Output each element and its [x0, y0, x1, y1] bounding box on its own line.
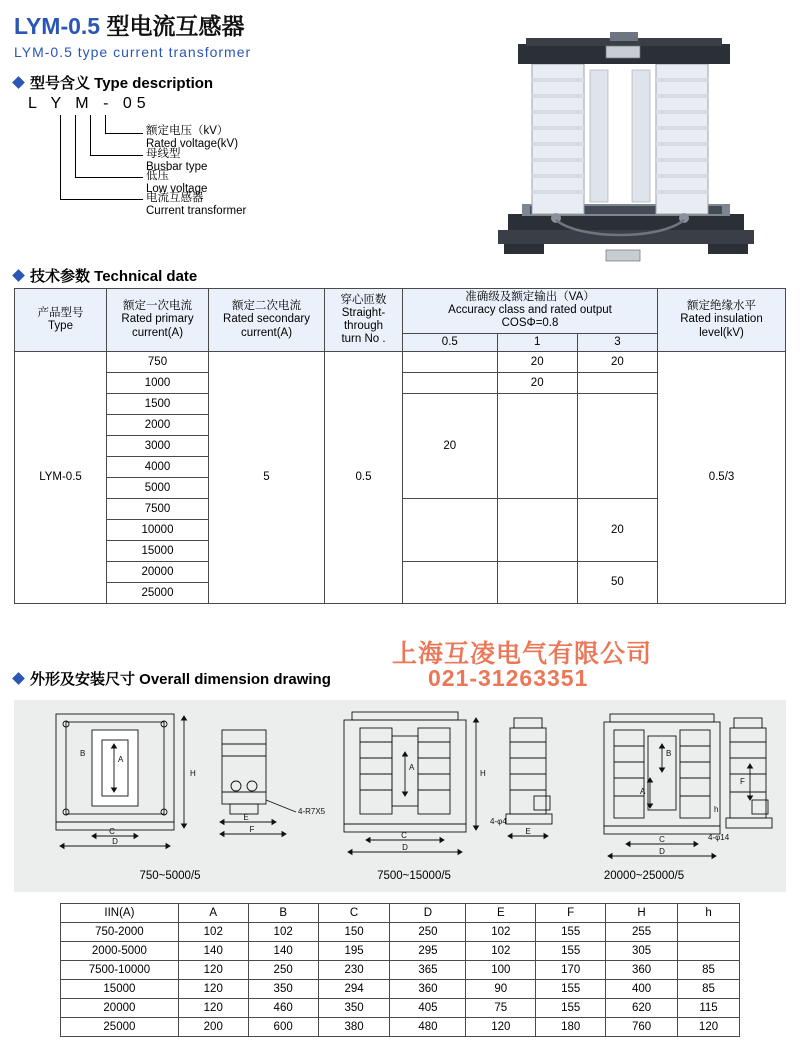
- dims-table-body: [61, 923, 740, 1037]
- cell-primary-5: 4000: [107, 456, 209, 477]
- dims-r1c6: 155: [536, 942, 606, 961]
- dims-r5c2: 600: [248, 1018, 318, 1037]
- cell-primary-7: 7500: [107, 498, 209, 519]
- dims-r2c1: 120: [178, 961, 248, 980]
- type-label-3-cn: 低压: [146, 170, 169, 182]
- svg-text:H: H: [190, 769, 196, 778]
- title-chinese: [14, 8, 251, 41]
- cell-acc1-group2: [497, 498, 577, 561]
- type-label-2-cn: 母线型: [146, 148, 181, 160]
- cell-acc1-group3: [497, 561, 577, 603]
- dims-r2c2: 250: [248, 961, 318, 980]
- cell-acc05-group: 20: [403, 393, 498, 498]
- svg-text:h: h: [714, 805, 719, 814]
- type-label-4-en: Current transformer: [146, 205, 247, 217]
- dims-r3c8: 85: [678, 980, 740, 999]
- leader-line-v2: [90, 115, 91, 155]
- dims-r3c2: 350: [248, 980, 318, 999]
- dims-header-row: [61, 904, 740, 923]
- cell-primary-8: 10000: [107, 519, 209, 540]
- dims-r5c0: 25000: [61, 1018, 179, 1037]
- table-header-row-1: [15, 289, 786, 334]
- th-insulation: 额定绝缘水平 Rated insulation level(kV): [658, 289, 786, 352]
- cell-primary-3: 2000: [107, 414, 209, 435]
- technical-parameters-table: [14, 288, 786, 604]
- dims-r5c5: 120: [466, 1018, 536, 1037]
- dims-r5c6: 180: [536, 1018, 606, 1037]
- dims-r2c0: 7500-10000: [61, 961, 179, 980]
- dims-r3c3: 294: [318, 980, 390, 999]
- table-row: [61, 1018, 740, 1037]
- svg-text:A: A: [409, 763, 415, 772]
- dims-r2c7: 360: [606, 961, 678, 980]
- cell-acc3-0: 20: [577, 351, 657, 372]
- dimension-drawings-area: [14, 700, 786, 892]
- dims-r1c0: 2000-5000: [61, 942, 179, 961]
- section-header-dimension: [14, 668, 331, 689]
- dims-r2c5: 100: [466, 961, 536, 980]
- type-code-text: L Y M - 05: [28, 95, 151, 112]
- table-row: [15, 351, 786, 372]
- dims-r3c1: 120: [178, 980, 248, 999]
- dims-r3c6: 155: [536, 980, 606, 999]
- cell-acc1-1: 20: [497, 372, 577, 393]
- type-label-4-cn: 电流互感器: [146, 192, 204, 204]
- drawing-caption-2: 7500~15000/5: [377, 870, 451, 882]
- diamond-bullet-icon: [12, 76, 25, 89]
- cell-primary-9: 15000: [107, 540, 209, 561]
- dims-r5c7: 760: [606, 1018, 678, 1037]
- cell-acc3-1: [577, 372, 657, 393]
- svg-text:F: F: [740, 777, 745, 786]
- type-label-1-en: Rated voltage(kV): [146, 138, 239, 150]
- dims-r4c4: 405: [390, 999, 466, 1018]
- th-accuracy: 准确级及额定输出（VA） Accuracy class and rated output COSΦ=0.8: [403, 289, 658, 334]
- svg-text:E: E: [525, 827, 531, 836]
- th-secondary-current: 额定二次电流 Rated secondary current(A): [209, 289, 325, 352]
- svg-text:D: D: [402, 843, 408, 852]
- note-4phi4: 4-φ4: [490, 817, 507, 826]
- dims-r5c3: 380: [318, 1018, 390, 1037]
- leader-line-v1: [105, 115, 106, 133]
- dims-r5c1: 200: [178, 1018, 248, 1037]
- cell-acc3-group: [577, 393, 657, 498]
- svg-text:C: C: [109, 827, 115, 836]
- cell-primary-4: 3000: [107, 435, 209, 456]
- type-label-3-en: Low voltage: [146, 183, 208, 195]
- table-row: [61, 923, 740, 942]
- note-4r7x5: 4-R7X5: [298, 807, 326, 816]
- cell-acc3-group2: 20: [577, 498, 657, 561]
- cell-acc05-group2: [403, 498, 498, 561]
- type-label-4: [146, 189, 246, 217]
- dims-th-8: h: [678, 904, 740, 923]
- dims-r4c6: 155: [536, 999, 606, 1018]
- dims-r1c1: 140: [178, 942, 248, 961]
- type-label-1-cn: 额定电压（kV）: [146, 125, 229, 137]
- cell-insulation-value: 0.5/3: [658, 351, 786, 603]
- cell-turns-value: 0.5: [325, 351, 403, 603]
- cell-type-value: LYM-0.5: [15, 351, 107, 603]
- dims-th-3: C: [318, 904, 390, 923]
- watermark-phone: 021-31263351: [428, 665, 589, 691]
- leader-line-h2: [90, 155, 143, 156]
- svg-text:D: D: [112, 837, 118, 846]
- dims-r3c0: 15000: [61, 980, 179, 999]
- section-header-technical: [14, 265, 197, 286]
- diamond-bullet-icon-3: [12, 672, 25, 685]
- cell-acc1-0: 20: [497, 351, 577, 372]
- svg-text:C: C: [659, 835, 665, 844]
- dims-r4c7: 620: [606, 999, 678, 1018]
- cell-primary-11: 25000: [107, 582, 209, 603]
- dims-r0c7: 255: [606, 923, 678, 942]
- th-acc-05: 0.5: [403, 333, 498, 351]
- dims-r4c2: 460: [248, 999, 318, 1018]
- dims-r5c8: 120: [678, 1018, 740, 1037]
- cell-acc05-group3: [403, 561, 498, 603]
- dims-r1c3: 195: [318, 942, 390, 961]
- dims-r1c8: [678, 942, 740, 961]
- dims-th-4: D: [390, 904, 466, 923]
- th-primary-current: 额定一次电流 Rated primary current(A): [107, 289, 209, 352]
- title-model: LYM-0.5: [14, 13, 101, 39]
- dims-r2c8: 85: [678, 961, 740, 980]
- dims-r3c5: 90: [466, 980, 536, 999]
- th-type: 产品型号 Type: [15, 289, 107, 352]
- dims-th-7: H: [606, 904, 678, 923]
- dims-r0c4: 250: [390, 923, 466, 942]
- drawing-caption-1: 750~5000/5: [139, 870, 201, 882]
- dims-r4c1: 120: [178, 999, 248, 1018]
- dims-th-5: E: [466, 904, 536, 923]
- cell-acc1-group: [497, 393, 577, 498]
- svg-text:C: C: [401, 831, 407, 840]
- technical-table-body: [15, 351, 786, 603]
- svg-text:E: E: [243, 813, 249, 822]
- dimensions-table: [60, 903, 740, 1037]
- watermark-company: 上海互凌电气有限公司: [392, 640, 653, 668]
- cell-acc05-1: [403, 372, 498, 393]
- dims-r1c7: 305: [606, 942, 678, 961]
- dims-r0c0: 750-2000: [61, 923, 179, 942]
- dims-r4c3: 350: [318, 999, 390, 1018]
- th-turns: 穿心匝数 Straight- through turn No .: [325, 289, 403, 352]
- cell-acc05-0: [403, 351, 498, 372]
- th-acc-3: 3: [577, 333, 657, 351]
- title-chinese-rest: 型电流互感器: [106, 13, 245, 39]
- dimension-drawing-svg: [14, 700, 786, 892]
- leader-line-h1: [105, 133, 143, 134]
- svg-text:A: A: [640, 787, 646, 796]
- table-row: [61, 980, 740, 999]
- leader-line-h3: [75, 177, 143, 178]
- type-label-2-en: Busbar type: [146, 161, 208, 173]
- dims-th-0: IIN(A): [61, 904, 179, 923]
- section-label: 型号含义 Type description: [30, 75, 214, 92]
- svg-text:H: H: [480, 769, 486, 778]
- svg-text:F: F: [249, 825, 255, 834]
- note-4phi14: 4-φ14: [708, 833, 730, 842]
- dims-r1c4: 295: [390, 942, 466, 961]
- dims-th-1: A: [178, 904, 248, 923]
- product-photo: [470, 18, 780, 263]
- section-label-2: 技术参数 Technical date: [30, 268, 198, 285]
- leader-line-v4: [60, 115, 61, 199]
- dims-r0c8: [678, 923, 740, 942]
- drawing-caption-3: 20000~25000/5: [603, 870, 685, 882]
- dims-r0c2: 102: [248, 923, 318, 942]
- dims-r1c5: 102: [466, 942, 536, 961]
- table-row: [61, 942, 740, 961]
- cell-acc3-group3: 50: [577, 561, 657, 603]
- table-row: [61, 961, 740, 980]
- type-description-diagram: [20, 95, 350, 255]
- cell-primary-10: 20000: [107, 561, 209, 582]
- dims-r3c7: 400: [606, 980, 678, 999]
- dims-r0c5: 102: [466, 923, 536, 942]
- cell-primary-6: 5000: [107, 477, 209, 498]
- svg-text:D: D: [659, 847, 665, 856]
- dims-th-6: F: [536, 904, 606, 923]
- th-acc-1: 1: [497, 333, 577, 351]
- table-row: [61, 999, 740, 1018]
- svg-text:B: B: [80, 749, 86, 758]
- dims-r2c6: 170: [536, 961, 606, 980]
- dims-r1c2: 140: [248, 942, 318, 961]
- dims-r4c8: 115: [678, 999, 740, 1018]
- section-header-type-description: [14, 72, 213, 93]
- svg-text:B: B: [666, 749, 672, 758]
- leader-line-v3: [75, 115, 76, 177]
- dims-r2c3: 230: [318, 961, 390, 980]
- dims-r2c4: 365: [390, 961, 466, 980]
- dims-r4c0: 20000: [61, 999, 179, 1018]
- dims-r5c4: 480: [390, 1018, 466, 1037]
- dims-r3c4: 360: [390, 980, 466, 999]
- dims-r0c1: 102: [178, 923, 248, 942]
- leader-line-h4: [60, 199, 143, 200]
- dims-r0c6: 155: [536, 923, 606, 942]
- dims-th-2: B: [248, 904, 318, 923]
- cell-secondary-value: 5: [209, 351, 325, 603]
- section-label-3: 外形及安装尺寸 Overall dimension drawing: [30, 671, 331, 688]
- title-english: LYM-0.5 type current transformer: [14, 44, 252, 60]
- dims-r0c3: 150: [318, 923, 390, 942]
- cell-primary-1: 1000: [107, 372, 209, 393]
- diamond-bullet-icon-2: [12, 269, 25, 282]
- page-title: [14, 8, 251, 60]
- svg-text:A: A: [118, 755, 124, 764]
- cell-primary-2: 1500: [107, 393, 209, 414]
- dims-r4c5: 75: [466, 999, 536, 1018]
- cell-primary-0: 750: [107, 351, 209, 372]
